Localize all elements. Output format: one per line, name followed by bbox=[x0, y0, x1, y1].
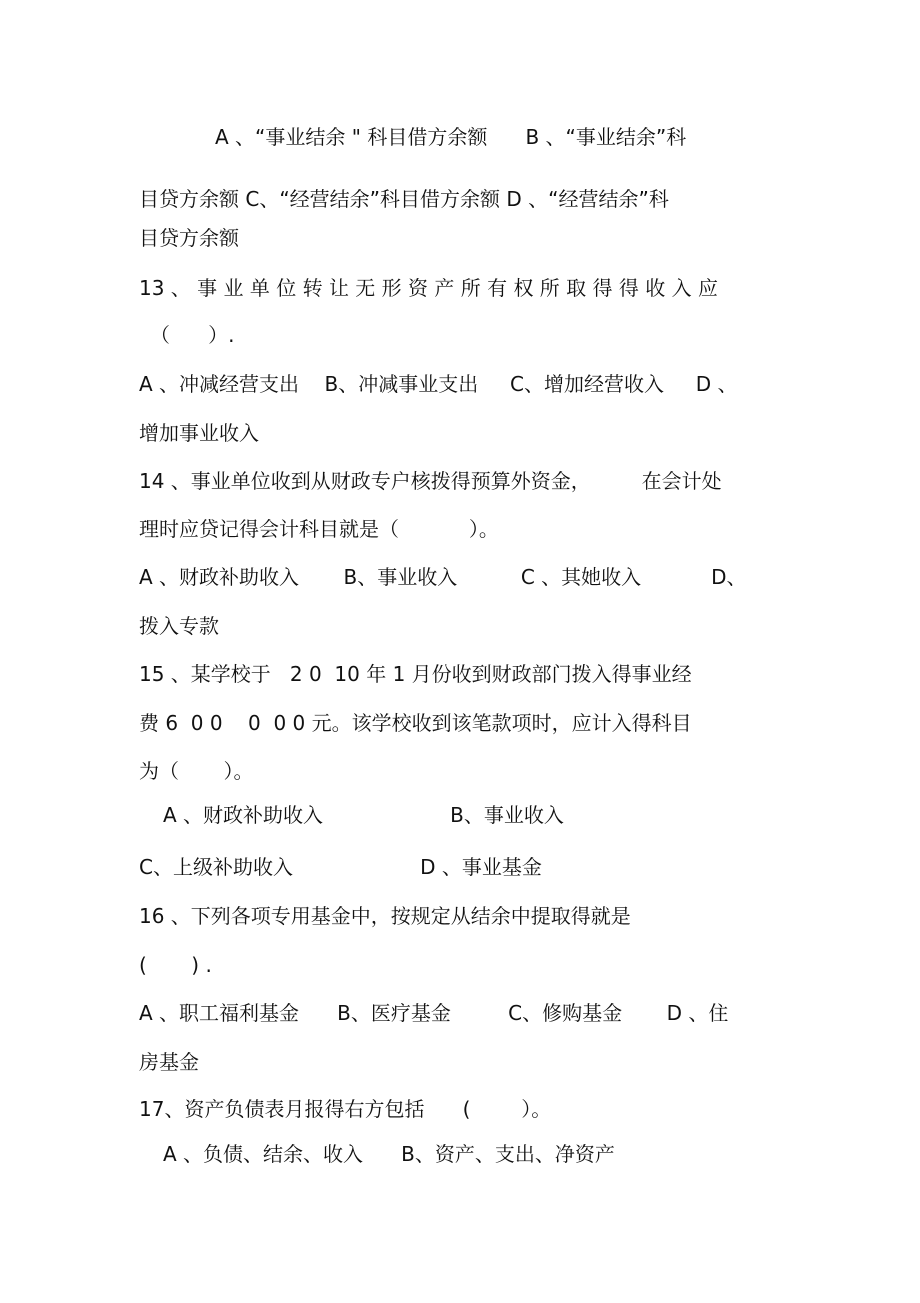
question-17-stem: 17、资产负债表月报得右方包括 ( ）。 bbox=[139, 1097, 552, 1121]
question-16-options-line-1: A 、职工福利基金 B、医疗基金 C、修购基金 D 、住 bbox=[139, 1001, 729, 1025]
question-16-stem-line-1: 16 、下列各项专用基金中，按规定从结余中提取得就是 bbox=[139, 904, 631, 928]
question-15-stem-line-3: 为（ ）。 bbox=[139, 759, 254, 783]
question-14-options-line-1: A 、财政补助收入 B、事业收入 C 、其她收入 D、 bbox=[139, 565, 747, 589]
question-12-options-line-3: 目贷方余额 bbox=[139, 226, 239, 250]
question-13-options-line-2: 增加事业收入 bbox=[139, 421, 259, 445]
question-15-stem-line-2: 费 6 0 0 0 0 0 元。该学校收到该笔款项时，应计入得科目 bbox=[139, 711, 692, 735]
question-15-options-line-1: A 、财政补助收入 B、事业收入 bbox=[163, 803, 564, 827]
question-14-stem-line-1: 14 、事业单位收到从财政专户核拨得预算外资金， 在会计处 bbox=[139, 469, 722, 493]
question-16-options-line-2: 房基金 bbox=[139, 1050, 199, 1074]
question-12-options-line-1: A 、“事业结余 " 科目借方余额 B 、“事业结余”科 bbox=[215, 125, 687, 149]
question-15-stem-line-1: 15 、某学校于 2 0 10 年 1 月份收到财政部门拨入得事业经 bbox=[139, 662, 692, 686]
question-16-stem-line-2: ( ) . bbox=[139, 953, 212, 977]
question-13-stem-line-2: （ ）. bbox=[150, 323, 235, 347]
question-12-options-line-2: 目贷方余额 C、“经营结余”科目借方余额 D 、“经营结余”科 bbox=[139, 187, 669, 211]
question-13-stem-line-1: 13 、 事 业 单 位 转 让 无 形 资 产 所 有 权 所 取 得 得 收 入 应 bbox=[139, 276, 718, 300]
question-13-options-line-1: A 、冲减经营支出 B、冲减事业支出 C、增加经营收入 D 、 bbox=[139, 372, 738, 396]
question-17-options-line-1: A 、负债、结余、收入 B、资产、支出、净资产 bbox=[163, 1142, 615, 1166]
question-14-stem-line-2: 理时应贷记得会计科目就是（ ）。 bbox=[139, 517, 499, 541]
question-14-options-line-2: 拨入专款 bbox=[139, 614, 219, 638]
question-15-options-line-2: C、上级补助收入 D 、事业基金 bbox=[139, 855, 542, 879]
